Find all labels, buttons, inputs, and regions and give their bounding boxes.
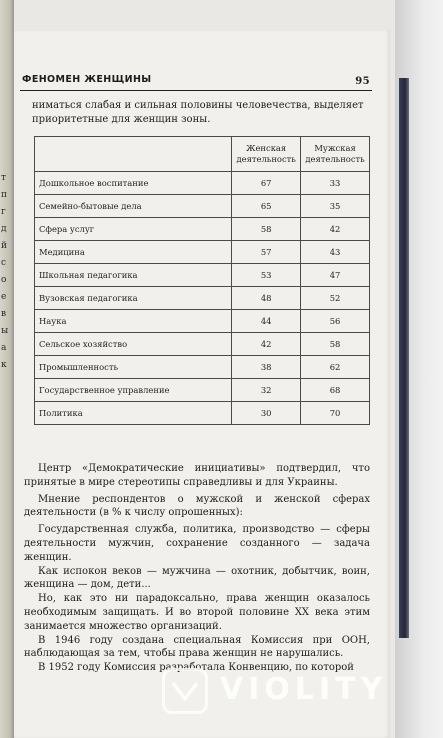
table-cell-female: 65 (232, 195, 301, 218)
table-cell-label: Семейно-бытовые дела (35, 195, 232, 218)
table-row (35, 172, 370, 195)
left-page-fragment: т (1, 173, 6, 183)
table-cell-male: 42 (301, 218, 370, 241)
table-cell-label: Сельское хозяйство (35, 333, 232, 356)
left-page-fragment: к (1, 360, 7, 370)
table-cell-male: 56 (301, 310, 370, 333)
table-cell-label: Медицина (35, 241, 232, 264)
table-cell-label: Политика (35, 402, 232, 425)
table-cell-male: 58 (301, 333, 370, 356)
watermark-text: VIOLITY (220, 672, 388, 707)
table-row (35, 333, 370, 356)
watermark (158, 664, 428, 720)
table-cell-label: Государственное управление (35, 379, 232, 402)
table-cell-female: 30 (232, 402, 301, 425)
table-header-female: Женская деятельность (232, 137, 301, 172)
intro-text (24, 99, 368, 127)
table-row (35, 402, 370, 425)
table-cell-male: 68 (301, 379, 370, 402)
running-header-title: ФЕНОМЕН ЖЕНЩИНЫ (22, 74, 152, 85)
table-cell-female: 48 (232, 287, 301, 310)
left-page-fragment: д (1, 224, 7, 234)
table-cell-female: 57 (232, 241, 301, 264)
table-row (35, 218, 370, 241)
table-row (35, 264, 370, 287)
table-cell-label: Дошкольное воспитание (35, 172, 232, 195)
table-cell-female: 42 (232, 333, 301, 356)
left-page-text (1, 170, 13, 650)
left-page-fragment: ы (1, 326, 9, 336)
paragraph: В 1952 году Комиссия разработала Конвенцию, по которой (38, 662, 354, 674)
table-header-row (35, 137, 370, 172)
paragraph: Центр «Демократические инициативы» подтвердил, что принятые в мире стереотипы справедливы и для Украины. (24, 463, 370, 488)
left-page-fragment: п (1, 190, 7, 200)
table-cell-label: Школьная педагогика (35, 264, 232, 287)
violity-logo-icon (162, 668, 208, 714)
activity-table (34, 136, 370, 425)
left-page-fragment: й (1, 241, 7, 251)
header-rule (20, 90, 372, 91)
table-cell-label: Вузовская педагогика (35, 287, 232, 310)
left-page-edge (0, 0, 14, 738)
page-number: 95 (355, 76, 370, 87)
table-cell-female: 53 (232, 264, 301, 287)
table-cell-female: 38 (232, 356, 301, 379)
paragraph: Как испокон веков — мужчина — охотник, добытчик, воин, женщина — дом, дети... (24, 565, 370, 591)
table-row (35, 310, 370, 333)
book-page (14, 30, 390, 738)
table-row (35, 379, 370, 402)
table-body (35, 172, 370, 425)
left-page-fragment: с (1, 258, 7, 268)
table-cell-male: 62 (301, 356, 370, 379)
left-page-fragment: а (1, 343, 7, 353)
left-page-fragment: г (1, 207, 6, 217)
table-cell-label: Наука (35, 310, 232, 333)
table-cell-male: 43 (301, 241, 370, 264)
table-cell-male: 47 (301, 264, 370, 287)
paragraph: Но, как это ни парадоксально, права женщин оказалось необходимым защищать. И во второй половине XX века этим занимается множество организаций. (24, 593, 370, 632)
table-row (35, 356, 370, 379)
table-cell-female: 32 (232, 379, 301, 402)
paragraph: Мнение респондентов о мужской и женской сферах деятельности (в % к числу опрошенных): (24, 493, 370, 519)
table-cell-label: Сфера услуг (35, 218, 232, 241)
table-header-male: Мужская деятельность (301, 137, 370, 172)
running-header (22, 74, 370, 87)
left-page-fragment: в (1, 309, 7, 319)
table-cell-female: 44 (232, 310, 301, 333)
table-header-empty (35, 137, 232, 172)
left-page-fragment: о (1, 275, 7, 285)
body-text (24, 462, 370, 675)
intro-line: ниматься слабая и сильная половины человечества, выделяет (32, 100, 364, 111)
table-row (35, 287, 370, 310)
paragraph: В 1946 году создана специальная Комиссия при ООН, наблюдающая за тем, чтобы права женщин не нарушались. (24, 634, 370, 660)
book-cover-edge (399, 78, 409, 638)
table-cell-male: 70 (301, 402, 370, 425)
table-cell-male: 35 (301, 195, 370, 218)
table-cell-female: 58 (232, 218, 301, 241)
table-row (35, 241, 370, 264)
left-page-fragment: е (1, 292, 7, 302)
paragraph: Государственная служба, политика, производство — сферы деятельности мужчин, сохранение созданного — задача женщин. (24, 524, 370, 563)
intro-line: приоритетные для женщин зоны. (32, 114, 211, 125)
table-cell-male: 33 (301, 172, 370, 195)
table-cell-female: 67 (232, 172, 301, 195)
table-cell-label: Промышленность (35, 356, 232, 379)
table-cell-male: 52 (301, 287, 370, 310)
table-row (35, 195, 370, 218)
